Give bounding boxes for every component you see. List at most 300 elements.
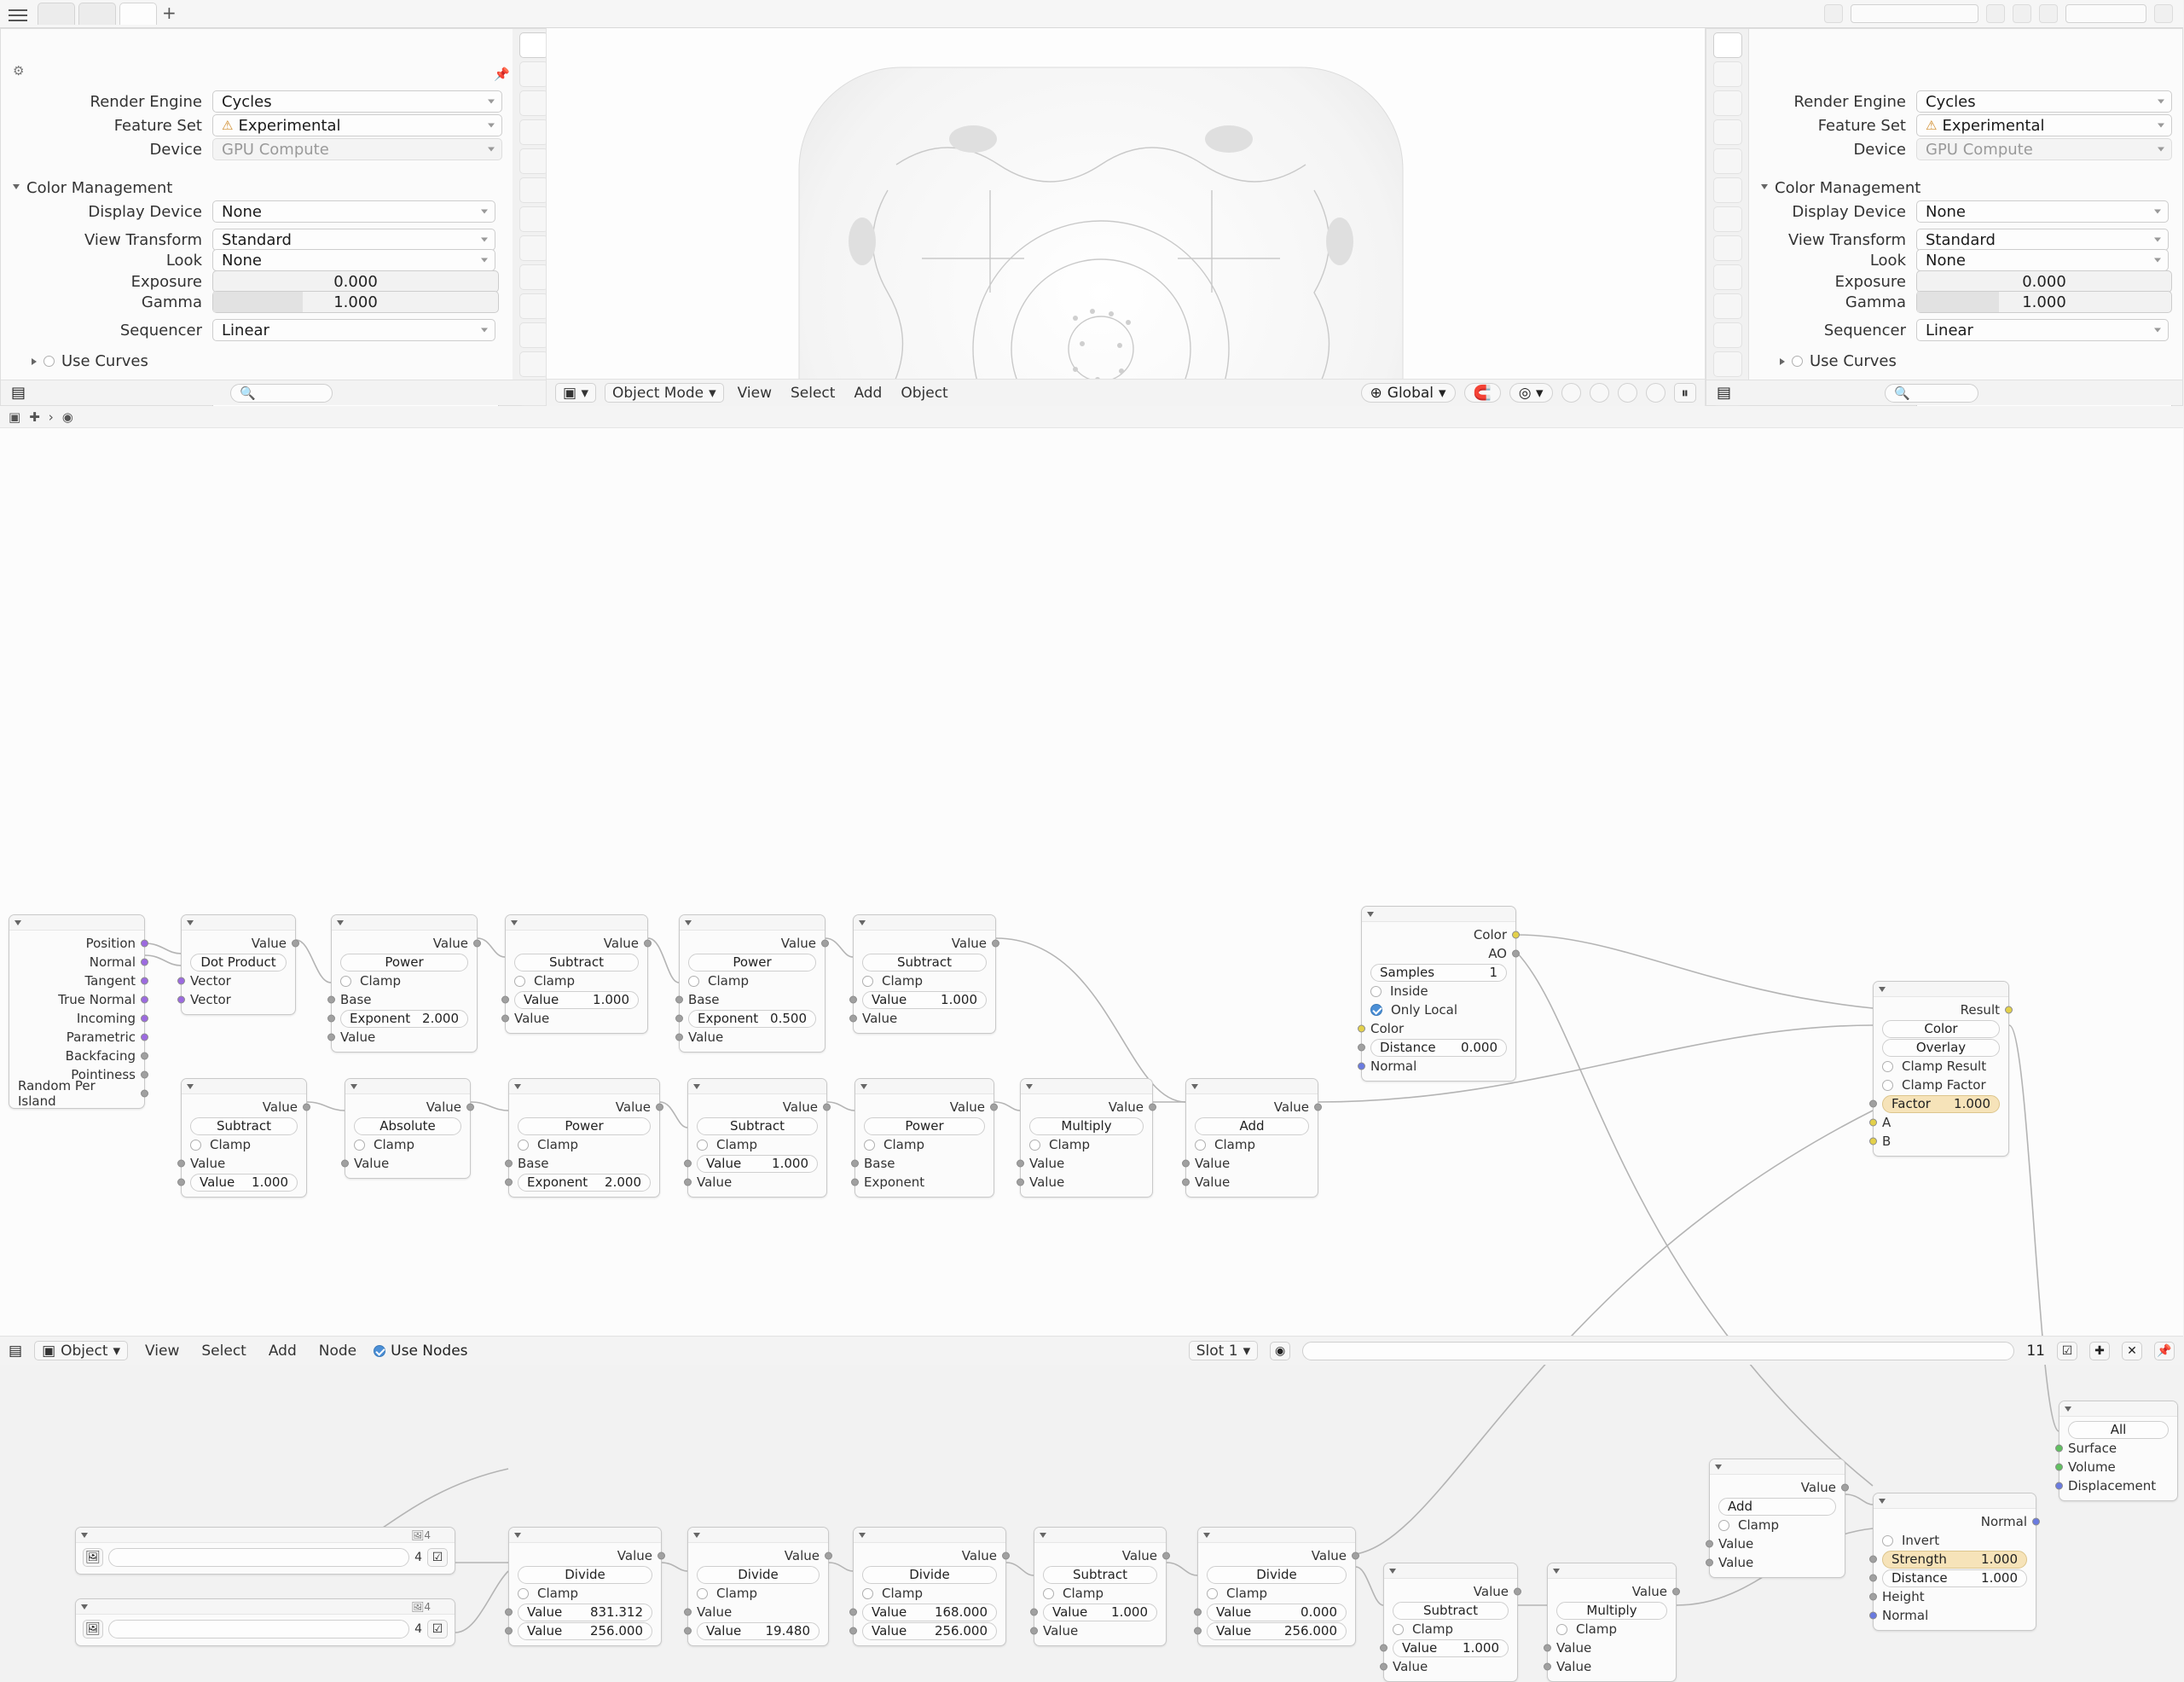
- value-row[interactable]: [854, 1603, 1005, 1621]
- collapse-icon[interactable]: [1389, 1569, 1396, 1577]
- viewport-menu-add[interactable]: Add: [854, 384, 883, 402]
- value-field[interactable]: [697, 1155, 818, 1173]
- clamp-factor-row[interactable]: [1874, 1076, 2008, 1094]
- sequencer-select-right[interactable]: [1916, 319, 2169, 341]
- node-output-row[interactable]: [854, 1546, 1005, 1565]
- operation-select[interactable]: Subtract: [1393, 1602, 1509, 1620]
- fake-user-icon[interactable]: ☑: [427, 1548, 448, 1567]
- input-row[interactable]: [332, 1028, 477, 1047]
- value-field[interactable]: [697, 1622, 820, 1640]
- node-output-row[interactable]: [1548, 1582, 1676, 1601]
- collapse-icon[interactable]: [81, 1533, 88, 1541]
- inside-row[interactable]: [1362, 982, 1515, 1000]
- value-row[interactable]: [688, 1621, 828, 1640]
- value-row[interactable]: [1198, 1603, 1355, 1621]
- workspace-tab-3[interactable]: [119, 3, 157, 25]
- fake-user-icon[interactable]: ☑: [2057, 1342, 2077, 1360]
- node-output-row[interactable]: [1874, 1512, 2036, 1531]
- value-row[interactable]: [688, 1154, 826, 1173]
- node-output-row[interactable]: [1362, 944, 1515, 963]
- shading-rendered-button[interactable]: [1646, 383, 1666, 403]
- image-datablock-row[interactable]: [76, 1618, 455, 1640]
- operation-row[interactable]: [855, 1116, 994, 1135]
- look-select-right[interactable]: [1916, 249, 2169, 271]
- properties-search-left[interactable]: [230, 384, 333, 403]
- clamp-factor-checkbox[interactable]: [1882, 1080, 1893, 1091]
- clamp-checkbox[interactable]: [514, 976, 525, 987]
- node-header[interactable]: [1874, 982, 2008, 997]
- shading-wireframe-button[interactable]: [1561, 383, 1581, 403]
- operation-select[interactable]: Power: [688, 954, 816, 972]
- clamp-checkbox[interactable]: [697, 1588, 708, 1599]
- tab-data-icon-right[interactable]: [1713, 351, 1742, 377]
- input-row[interactable]: [2059, 1458, 2177, 1476]
- operation-row[interactable]: [1198, 1565, 1355, 1584]
- clamp-row[interactable]: [1034, 1584, 1166, 1603]
- node-header[interactable]: [1021, 1079, 1152, 1094]
- image-datablock-row[interactable]: [76, 1546, 455, 1569]
- collapse-icon[interactable]: [693, 1533, 700, 1541]
- node-menu-node[interactable]: Node: [318, 1342, 357, 1360]
- tab-scene-icon-right[interactable]: [1713, 148, 1742, 174]
- operation-row[interactable]: [506, 953, 647, 972]
- distance-row[interactable]: [1874, 1569, 2036, 1587]
- clamp-row[interactable]: [855, 1135, 994, 1154]
- exponent-row[interactable]: [680, 1009, 825, 1028]
- node-header[interactable]: [1186, 1079, 1318, 1094]
- node-ambient-occlusion[interactable]: [1361, 906, 1516, 1082]
- value-row[interactable]: [182, 1173, 306, 1192]
- clamp-checkbox[interactable]: [1029, 1140, 1040, 1151]
- node-header[interactable]: [76, 1528, 455, 1543]
- input-row[interactable]: [1874, 1113, 2008, 1132]
- node-math-subtract-3[interactable]: [181, 1078, 307, 1198]
- operation-row[interactable]: [182, 1116, 306, 1135]
- clamp-row[interactable]: [1710, 1516, 1845, 1534]
- clamp-row[interactable]: [1021, 1135, 1152, 1154]
- only-local-row[interactable]: [1362, 1000, 1515, 1019]
- node-math-power-4[interactable]: [854, 1078, 994, 1198]
- input-row[interactable]: [1021, 1154, 1152, 1173]
- collapse-icon[interactable]: [1367, 912, 1374, 920]
- value-field[interactable]: [514, 991, 639, 1009]
- new-material-icon[interactable]: ✚: [2089, 1342, 2110, 1360]
- use-curves-section[interactable]: [32, 352, 148, 370]
- add-workspace-button[interactable]: +: [162, 3, 177, 23]
- distance-field[interactable]: [1370, 1039, 1507, 1057]
- material-users-count[interactable]: 11: [2026, 1342, 2045, 1360]
- tab-world-icon[interactable]: [519, 177, 548, 203]
- node-math-add-1[interactable]: [1185, 1078, 1318, 1198]
- node-header[interactable]: [332, 915, 477, 931]
- clamp-row[interactable]: [345, 1135, 470, 1154]
- browse-image-icon[interactable]: 🖼: [83, 1620, 103, 1638]
- value-field-1[interactable]: [518, 1604, 652, 1621]
- node-math-power-3[interactable]: [508, 1078, 660, 1198]
- node-output-row[interactable]: [9, 953, 144, 972]
- color-row[interactable]: [1874, 1019, 2008, 1038]
- viewport-menu-select[interactable]: Select: [790, 384, 836, 402]
- copy-scene-icon[interactable]: [2013, 4, 2031, 23]
- node-header[interactable]: [9, 915, 144, 931]
- tab-render-icon-right[interactable]: [1713, 61, 1742, 87]
- color-select[interactable]: Color: [1882, 1020, 2000, 1038]
- clamp-row[interactable]: [688, 1135, 826, 1154]
- tab-tool-icon-right[interactable]: [1713, 32, 1742, 58]
- input-row[interactable]: [2059, 1439, 2177, 1458]
- browse-material-icon[interactable]: ◉: [1270, 1342, 1290, 1360]
- feature-set-select-right[interactable]: [1916, 114, 2172, 136]
- value-row[interactable]: [506, 990, 647, 1009]
- color-management-section[interactable]: [13, 179, 172, 197]
- node-output-row[interactable]: [688, 1098, 826, 1116]
- device-select[interactable]: [212, 138, 502, 160]
- node-math-subtract-5[interactable]: [1034, 1527, 1167, 1646]
- node-math-absolute[interactable]: [345, 1078, 471, 1179]
- input-row[interactable]: [182, 990, 295, 1009]
- operation-row[interactable]: [1548, 1601, 1676, 1620]
- new-scene-icon[interactable]: [1986, 4, 2005, 23]
- node-math-subtract-4[interactable]: [687, 1078, 827, 1198]
- input-row[interactable]: [1548, 1638, 1676, 1657]
- input-row[interactable]: [2059, 1476, 2177, 1495]
- node-math-power-1[interactable]: [331, 914, 478, 1053]
- collapse-icon[interactable]: [81, 1604, 88, 1613]
- clamp-checkbox[interactable]: [1195, 1140, 1206, 1151]
- collapse-icon[interactable]: [187, 1084, 194, 1093]
- node-geometry[interactable]: [9, 914, 145, 1109]
- value-field-2[interactable]: [518, 1622, 652, 1640]
- clamp-checkbox[interactable]: [688, 976, 699, 987]
- operation-row[interactable]: [688, 1565, 828, 1584]
- node-menu-view[interactable]: View: [145, 1342, 180, 1360]
- node-image-texture-1[interactable]: [75, 1527, 455, 1575]
- use-curves-checkbox-right[interactable]: [1792, 356, 1803, 367]
- collapse-icon[interactable]: [1879, 987, 1886, 995]
- use-nodes-toggle[interactable]: [374, 1343, 467, 1360]
- editor-type-icon-left[interactable]: ⚙: [13, 63, 25, 78]
- tab-particles-icon-right[interactable]: [1713, 264, 1742, 290]
- value-field[interactable]: [1043, 1604, 1157, 1621]
- node-output-row[interactable]: [345, 1098, 470, 1116]
- collapse-icon[interactable]: [514, 1533, 521, 1541]
- samples-field[interactable]: [1370, 964, 1507, 982]
- node-output-row[interactable]: [1186, 1098, 1318, 1116]
- node-output-row[interactable]: [9, 934, 144, 953]
- factor-field[interactable]: [1882, 1095, 2000, 1113]
- exposure-slider-right[interactable]: [1916, 270, 2172, 293]
- input-row[interactable]: [1874, 1606, 2036, 1625]
- use-nodes-checkbox[interactable]: [374, 1345, 385, 1357]
- plus-icon[interactable]: ✚: [29, 409, 40, 425]
- editor-type-icon[interactable]: ▤: [11, 384, 26, 402]
- shader-type-select[interactable]: ▣ Object ▾: [34, 1341, 128, 1360]
- slot-select[interactable]: Slot 1 ▾: [1189, 1341, 1258, 1360]
- node-output-row[interactable]: [1034, 1546, 1166, 1565]
- node-output-row[interactable]: [9, 990, 144, 1009]
- node-header[interactable]: [855, 1079, 994, 1094]
- clamp-checkbox[interactable]: [697, 1140, 708, 1151]
- tab-constraints-icon[interactable]: [519, 322, 548, 348]
- unlink-material-icon[interactable]: ✕: [2122, 1342, 2142, 1360]
- clamp-row[interactable]: [509, 1584, 661, 1603]
- interaction-mode-select[interactable]: Object Mode ▾: [605, 383, 724, 403]
- node-math-subtract-6[interactable]: [1383, 1563, 1518, 1682]
- input-row[interactable]: [1710, 1553, 1845, 1572]
- exponent-field[interactable]: [518, 1174, 651, 1192]
- display-device-select-right[interactable]: [1916, 200, 2169, 223]
- strength-field[interactable]: [1882, 1551, 2027, 1569]
- node-output-row[interactable]: [1710, 1478, 1845, 1497]
- 3d-viewport[interactable]: [546, 28, 1706, 406]
- only-local-checkbox[interactable]: [1370, 1004, 1382, 1016]
- clamp-checkbox[interactable]: [862, 1588, 873, 1599]
- node-header[interactable]: [2059, 1401, 2177, 1417]
- clamp-row[interactable]: [854, 1584, 1005, 1603]
- input-row[interactable]: [345, 1154, 470, 1173]
- operation-row[interactable]: [854, 1565, 1005, 1584]
- node-header[interactable]: [509, 1528, 661, 1543]
- tab-modifier-icon[interactable]: [519, 235, 548, 261]
- input-row[interactable]: [1186, 1173, 1318, 1192]
- input-row[interactable]: [680, 990, 825, 1009]
- collapse-icon[interactable]: [2065, 1406, 2071, 1415]
- remove-viewlayer-icon[interactable]: [2154, 4, 2173, 23]
- value-row[interactable]: [509, 1603, 661, 1621]
- render-engine-select[interactable]: [212, 90, 502, 113]
- tab-particles-icon[interactable]: [519, 264, 548, 290]
- collapse-icon[interactable]: [337, 920, 344, 929]
- clamp-checkbox[interactable]: [1718, 1520, 1729, 1531]
- viewlayer-selector[interactable]: [2065, 4, 2146, 23]
- tab-object-icon[interactable]: [519, 206, 548, 232]
- operation-select[interactable]: Add: [1195, 1117, 1309, 1135]
- operation-select[interactable]: Divide: [518, 1566, 652, 1584]
- collapse-icon[interactable]: [860, 1084, 867, 1093]
- image-users-count[interactable]: 4: [414, 1622, 422, 1636]
- clamp-checkbox[interactable]: [354, 1140, 365, 1151]
- node-math-divide-4[interactable]: [1197, 1527, 1356, 1646]
- use-curves-section-right[interactable]: [1780, 352, 1897, 370]
- node-header[interactable]: [1874, 1494, 2036, 1509]
- input-row[interactable]: [1362, 1057, 1515, 1076]
- input-row[interactable]: [1874, 1587, 2036, 1606]
- operation-select[interactable]: Subtract: [697, 1117, 818, 1135]
- operation-select[interactable]: Subtract: [190, 1117, 298, 1135]
- collapse-icon[interactable]: [685, 920, 692, 929]
- node-header[interactable]: [688, 1079, 826, 1094]
- clamp-checkbox[interactable]: [864, 1140, 875, 1151]
- target-select[interactable]: All: [2068, 1421, 2169, 1439]
- collapse-icon[interactable]: [693, 1084, 700, 1093]
- clamp-row[interactable]: [509, 1135, 659, 1154]
- input-row[interactable]: [1034, 1621, 1166, 1640]
- value-field-2[interactable]: [862, 1622, 997, 1640]
- scene-icon[interactable]: [1824, 4, 1843, 23]
- operation-select[interactable]: Subtract: [862, 954, 987, 972]
- node-output-row[interactable]: [182, 934, 295, 953]
- properties-search-right[interactable]: [1885, 384, 1978, 403]
- collapse-icon[interactable]: [1553, 1569, 1560, 1577]
- collapse-icon[interactable]: [514, 1084, 521, 1093]
- tab-viewlayer-icon-right[interactable]: [1713, 119, 1742, 145]
- browse-image-icon[interactable]: 🖼: [83, 1548, 103, 1567]
- clamp-result-checkbox[interactable]: [1882, 1061, 1893, 1072]
- input-row[interactable]: [1186, 1154, 1318, 1173]
- node-header[interactable]: [688, 1528, 828, 1543]
- target-row[interactable]: [2059, 1420, 2177, 1439]
- operation-row[interactable]: [509, 1116, 659, 1135]
- collapse-icon[interactable]: [859, 1533, 866, 1541]
- node-output-row[interactable]: [506, 934, 647, 953]
- exposure-slider[interactable]: [212, 270, 499, 293]
- clamp-row[interactable]: [1198, 1584, 1355, 1603]
- tab-output-icon[interactable]: [519, 90, 548, 116]
- input-row[interactable]: [1874, 1132, 2008, 1151]
- node-header[interactable]: [854, 1528, 1005, 1543]
- input-row[interactable]: [1021, 1173, 1152, 1192]
- clamp-checkbox[interactable]: [1393, 1624, 1404, 1635]
- operation-select[interactable]: Power: [518, 1117, 651, 1135]
- node-header[interactable]: [182, 1079, 306, 1094]
- node-header[interactable]: [506, 915, 647, 931]
- collapse-icon[interactable]: [1026, 1084, 1033, 1093]
- node-header[interactable]: [345, 1079, 470, 1094]
- value-field[interactable]: [190, 1174, 298, 1192]
- clamp-checkbox[interactable]: [862, 976, 873, 987]
- tab-world-icon-right[interactable]: [1713, 177, 1742, 203]
- node-output-row[interactable]: [1198, 1546, 1355, 1565]
- collapse-icon[interactable]: [1715, 1464, 1722, 1473]
- operation-row[interactable]: [680, 953, 825, 972]
- node-header[interactable]: [1362, 907, 1515, 922]
- tab-output-icon-right[interactable]: [1713, 90, 1742, 116]
- collapse-icon[interactable]: [14, 920, 21, 929]
- collapse-icon[interactable]: [1879, 1499, 1886, 1507]
- clamp-checkbox[interactable]: [518, 1588, 529, 1599]
- collapse-icon[interactable]: [511, 920, 518, 929]
- clamp-row[interactable]: [1186, 1135, 1318, 1154]
- image-name-field[interactable]: [108, 1548, 409, 1567]
- clamp-result-row[interactable]: [1874, 1057, 2008, 1076]
- proportional-edit-toggle[interactable]: ◎ ▾: [1509, 383, 1553, 403]
- shading-material-button[interactable]: [1618, 383, 1637, 403]
- image-name-field[interactable]: [108, 1620, 409, 1638]
- sequencer-select[interactable]: [212, 319, 495, 341]
- exponent-field[interactable]: [340, 1010, 468, 1028]
- operation-select[interactable]: Multiply: [1029, 1117, 1144, 1135]
- blend-mode-select[interactable]: Overlay: [1882, 1039, 2000, 1057]
- shading-solid-button[interactable]: [1590, 383, 1609, 403]
- node-header[interactable]: [182, 915, 295, 931]
- operation-select[interactable]: Divide: [1207, 1566, 1347, 1584]
- node-math-power-2[interactable]: [679, 914, 826, 1053]
- node-material-output[interactable]: [2059, 1401, 2178, 1501]
- node-header[interactable]: [1384, 1563, 1517, 1579]
- node-output-row[interactable]: [9, 1009, 144, 1028]
- input-row[interactable]: [1548, 1657, 1676, 1676]
- gamma-slider[interactable]: [212, 291, 499, 313]
- operation-select[interactable]: Dot Product: [190, 954, 287, 972]
- feature-set-select[interactable]: [212, 114, 502, 136]
- node-math-add-2[interactable]: [1709, 1459, 1845, 1578]
- tab-constraints-icon-right[interactable]: [1713, 322, 1742, 348]
- clamp-row[interactable]: [332, 972, 477, 990]
- collapse-icon[interactable]: [187, 920, 194, 929]
- input-row[interactable]: [855, 1154, 994, 1173]
- distance-row[interactable]: [1362, 1038, 1515, 1057]
- operation-select[interactable]: Add: [1718, 1498, 1836, 1516]
- node-math-multiply-2[interactable]: [1547, 1563, 1677, 1682]
- clamp-checkbox[interactable]: [1207, 1588, 1218, 1599]
- node-output-row[interactable]: [688, 1546, 828, 1565]
- operation-select[interactable]: Divide: [862, 1566, 997, 1584]
- operation-row[interactable]: [1186, 1116, 1318, 1135]
- input-row[interactable]: [1362, 1019, 1515, 1038]
- clamp-checkbox[interactable]: [518, 1140, 529, 1151]
- exponent-row[interactable]: [509, 1173, 659, 1192]
- node-output-row[interactable]: [1021, 1098, 1152, 1116]
- node-mix-rgb[interactable]: [1873, 981, 2009, 1157]
- tab-physics-icon-right[interactable]: [1713, 293, 1742, 319]
- operation-row[interactable]: [1710, 1497, 1845, 1516]
- tab-render-icon[interactable]: [519, 61, 548, 87]
- input-row[interactable]: [182, 1154, 306, 1173]
- blend-mode-row[interactable]: [1874, 1038, 2008, 1057]
- input-row[interactable]: [680, 1028, 825, 1047]
- operation-row[interactable]: [1021, 1116, 1152, 1135]
- operation-row[interactable]: [1034, 1565, 1166, 1584]
- node-output-row[interactable]: [509, 1098, 659, 1116]
- clamp-row[interactable]: [854, 972, 995, 990]
- look-select[interactable]: [212, 249, 495, 271]
- operation-row[interactable]: [332, 953, 477, 972]
- device-select-right[interactable]: [1916, 138, 2172, 160]
- input-row[interactable]: [688, 1173, 826, 1192]
- node-header[interactable]: [509, 1079, 659, 1094]
- operation-select[interactable]: Multiply: [1556, 1602, 1667, 1620]
- viewlayer-icon[interactable]: [2039, 4, 2058, 23]
- clamp-row[interactable]: [1548, 1620, 1676, 1638]
- node-math-divide-1[interactable]: [508, 1527, 662, 1646]
- viewport-menu-view[interactable]: View: [737, 384, 772, 402]
- operation-row[interactable]: [509, 1565, 661, 1584]
- node-bump[interactable]: [1873, 1493, 2036, 1631]
- node-menu-select[interactable]: Select: [201, 1342, 246, 1360]
- gamma-slider-right[interactable]: [1916, 291, 2172, 313]
- clamp-row[interactable]: [1384, 1620, 1517, 1638]
- value-field-1[interactable]: [1207, 1604, 1347, 1621]
- operation-row[interactable]: [182, 953, 295, 972]
- input-row[interactable]: [509, 1154, 659, 1173]
- node-menu-add[interactable]: Add: [268, 1342, 297, 1360]
- collapse-icon[interactable]: [350, 1084, 357, 1093]
- node-math-divide-2[interactable]: [687, 1527, 829, 1646]
- node-output-row[interactable]: [1362, 925, 1515, 944]
- tab-scene-icon[interactable]: [519, 148, 548, 174]
- editor-type-icon-node[interactable]: ▤: [9, 1342, 23, 1360]
- pause-render-button[interactable]: ⏸: [1674, 383, 1697, 403]
- operation-row[interactable]: [854, 953, 995, 972]
- node-output-row[interactable]: [9, 1028, 144, 1047]
- node-header[interactable]: [1034, 1528, 1166, 1543]
- input-row[interactable]: [854, 1009, 995, 1028]
- viewport-menu-object[interactable]: Object: [901, 384, 948, 402]
- operation-select[interactable]: Power: [340, 954, 468, 972]
- material-name-field[interactable]: [1302, 1342, 2014, 1360]
- collapse-icon[interactable]: [859, 920, 866, 929]
- samples-row[interactable]: [1362, 963, 1515, 982]
